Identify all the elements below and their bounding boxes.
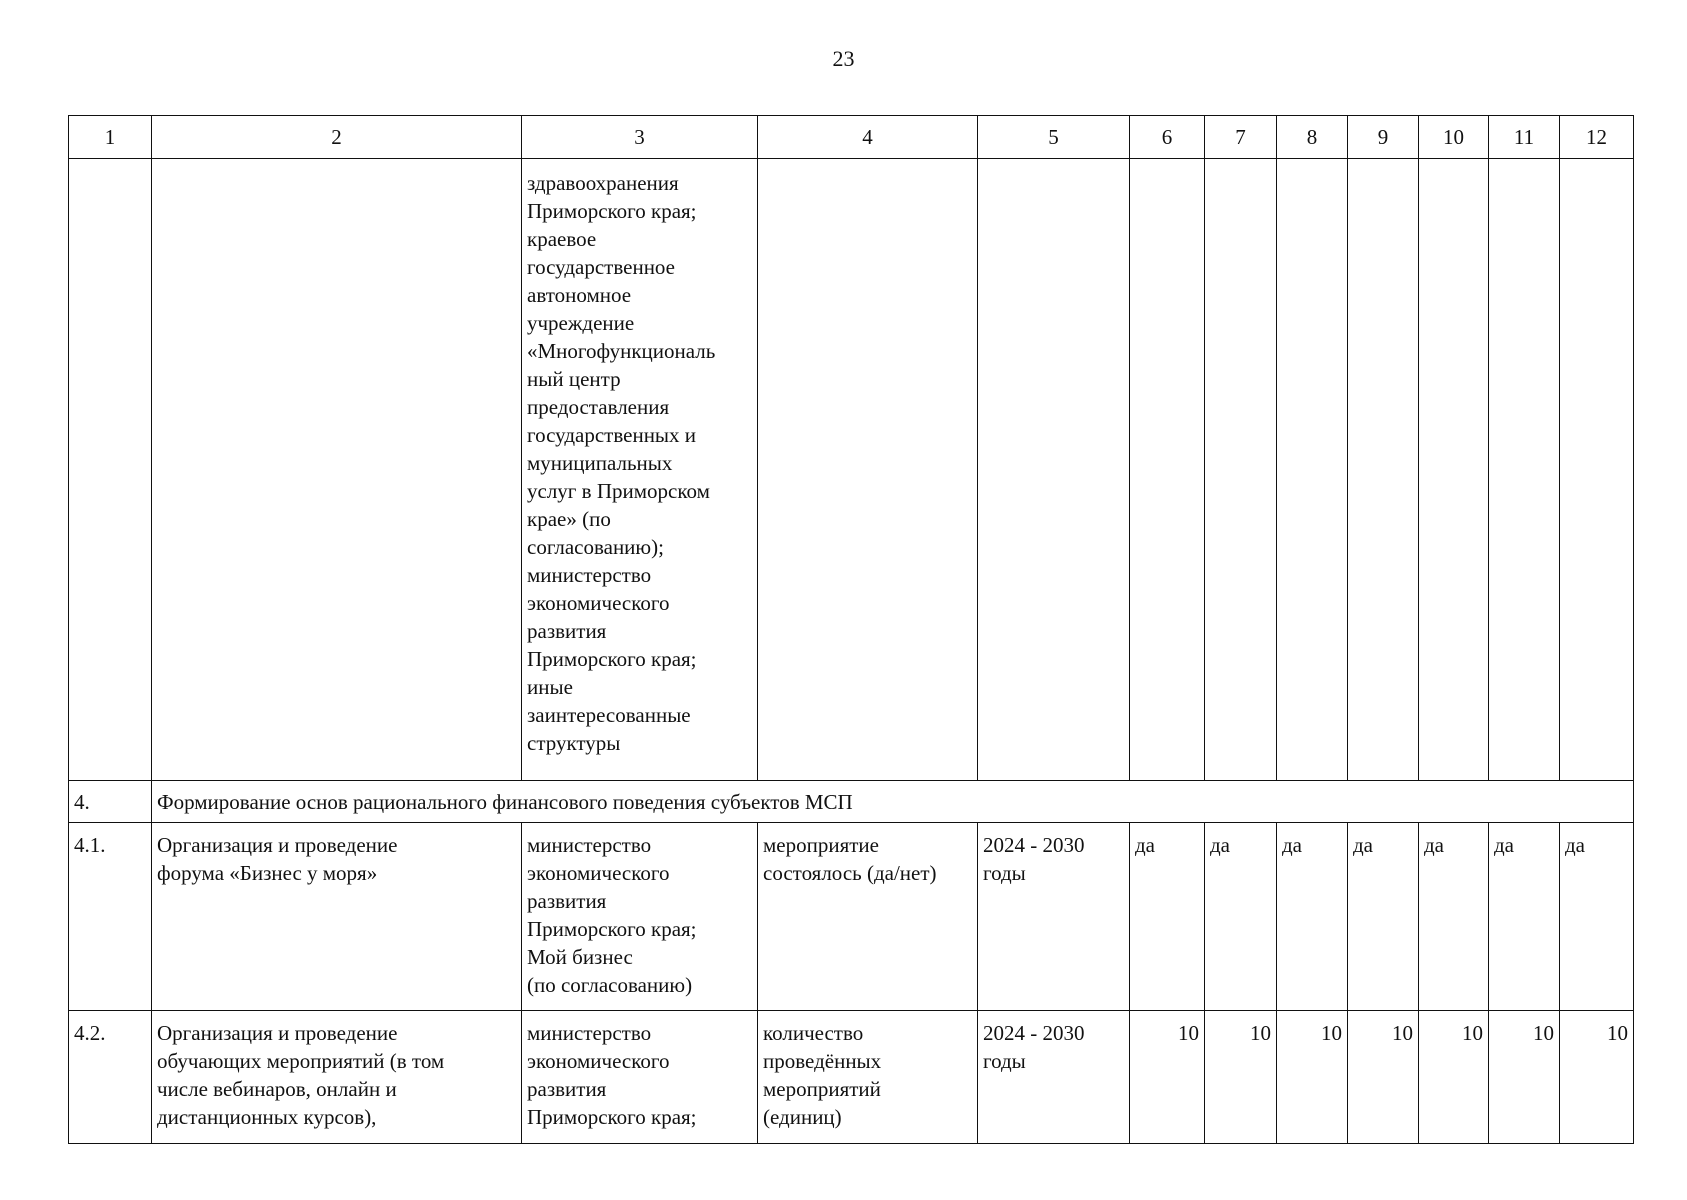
table-row — [69, 823, 1634, 1011]
row-value-cell — [1489, 159, 1560, 781]
plan-table — [68, 115, 1634, 1144]
row-value-cell — [1130, 159, 1205, 781]
row-value-cell: 10 — [1130, 1011, 1205, 1144]
row-value-cell — [1277, 159, 1348, 781]
header-cell: 5 — [978, 116, 1130, 159]
header-cell: 1 — [69, 116, 152, 159]
row-indicator-cell: количество проведённых мероприятий (единиц) — [758, 1011, 978, 1144]
row-number-cell — [69, 159, 152, 781]
row-value-cell: да — [1489, 823, 1560, 1011]
row-period-cell: 2024 - 2030 годы — [978, 823, 1130, 1011]
header-cell: 7 — [1205, 116, 1277, 159]
row-value-cell — [1419, 159, 1489, 781]
section-title-cell: Формирование основ рационального финансового поведения субъектов МСП — [152, 781, 1634, 823]
header-cell: 12 — [1560, 116, 1634, 159]
row-value-cell: да — [1277, 823, 1348, 1011]
row-name-cell — [152, 159, 522, 781]
row-executors-cell: министерство экономического развития Приморского края; — [522, 1011, 758, 1144]
row-executors-cell: министерство экономического развития Приморского края; Мой бизнес (по согласованию) — [522, 823, 758, 1011]
row-value-cell: да — [1205, 823, 1277, 1011]
row-value-cell: 10 — [1205, 1011, 1277, 1144]
header-cell: 2 — [152, 116, 522, 159]
row-value-cell: да — [1419, 823, 1489, 1011]
row-value-cell: 10 — [1348, 1011, 1419, 1144]
header-cell: 11 — [1489, 116, 1560, 159]
table-header-row — [69, 116, 1634, 159]
row-period-cell — [978, 159, 1130, 781]
row-value-cell: да — [1130, 823, 1205, 1011]
header-cell: 9 — [1348, 116, 1419, 159]
section-number-cell: 4. — [69, 781, 152, 823]
row-number-cell: 4.1. — [69, 823, 152, 1011]
row-value-cell: 10 — [1277, 1011, 1348, 1144]
header-cell: 6 — [1130, 116, 1205, 159]
header-cell: 10 — [1419, 116, 1489, 159]
row-value-cell: да — [1348, 823, 1419, 1011]
row-value-cell — [1348, 159, 1419, 781]
row-indicator-cell: мероприятие состоялось (да/нет) — [758, 823, 978, 1011]
row-indicator-cell — [758, 159, 978, 781]
table-row — [69, 1011, 1634, 1144]
page-number: 23 — [832, 46, 855, 71]
header-cell: 4 — [758, 116, 978, 159]
row-value-cell: 10 — [1560, 1011, 1634, 1144]
row-value-cell: 10 — [1489, 1011, 1560, 1144]
row-value-cell — [1205, 159, 1277, 781]
row-value-cell — [1560, 159, 1634, 781]
table-row — [69, 159, 1634, 781]
row-value-cell: да — [1560, 823, 1634, 1011]
header-cell: 8 — [1277, 116, 1348, 159]
row-name-cell: Организация и проведение форума «Бизнес у моря» — [152, 823, 522, 1011]
row-period-cell: 2024 - 2030 годы — [978, 1011, 1130, 1144]
row-executors-cell: здравоохранения Приморского края; краевое государственное автономное учреждение «Многофункциональ ный центр предоставления государственных и муниципальных услуг в Приморском крае» (по согласованию); министерство экономического развития Приморского края; иные заинтересованные структуры — [522, 159, 758, 781]
header-cell: 3 — [522, 116, 758, 159]
section-row — [69, 781, 1634, 823]
row-name-cell: Организация и проведение обучающих мероприятий (в том числе вебинаров, онлайн и дистанционных курсов), — [152, 1011, 522, 1144]
row-number-cell: 4.2. — [69, 1011, 152, 1144]
row-value-cell: 10 — [1419, 1011, 1489, 1144]
